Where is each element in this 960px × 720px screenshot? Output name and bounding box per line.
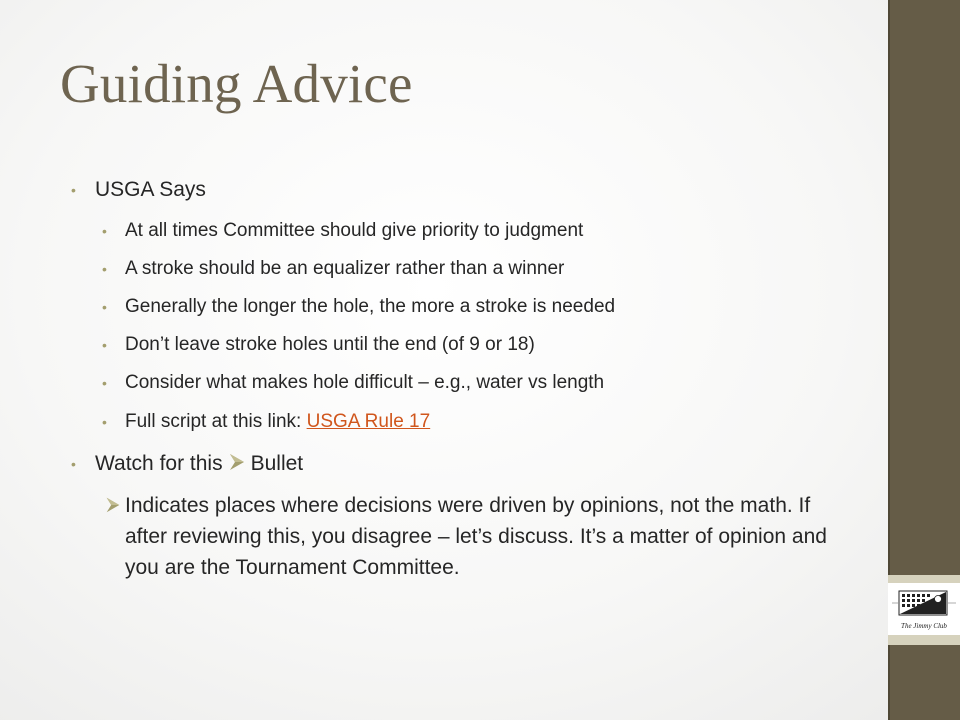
bullet-dot-icon: •	[102, 299, 107, 315]
sub-bullet-item: Consider what makes hole difficult – e.g., water vs length	[125, 372, 605, 393]
link-prefix: Full script at this link:	[125, 411, 307, 432]
opinion-note-paragraph: Indicates places where decisions were driven by opinions, not the math. If after reviewing this, you disagree – let’s discuss. It’s a matter of opinion and you are the Tournament Committee.	[125, 494, 827, 579]
sub-bullet-item: A stroke should be an equalizer rather than a winner	[125, 258, 565, 279]
watch-text-after: Bullet	[250, 452, 304, 475]
sub-bullet-item: At all times Committee should give priority to judgment	[125, 220, 584, 241]
club-logo	[890, 585, 958, 635]
bullet-dot-icon: •	[102, 223, 107, 239]
bullet-dot-icon: •	[102, 375, 107, 391]
usga-rule-17-link[interactable]: USGA Rule 17	[306, 411, 431, 432]
bullet-watch-for-this	[95, 452, 303, 476]
watch-text-before: Watch for this	[95, 452, 223, 475]
sub-bullet-item: Generally the longer the hole, the more a stroke is needed	[125, 296, 616, 317]
bullet-usga-says: USGA Says	[95, 178, 206, 201]
sub-bullet-item: Don’t leave stroke holes until the end (of 9 or 18)	[125, 334, 535, 355]
bullet-dot-icon: •	[102, 414, 107, 430]
sub-bullet-link-item	[125, 411, 430, 433]
bullet-dot-icon: •	[102, 337, 107, 353]
bullet-dot-icon: •	[71, 456, 76, 472]
bullet-dot-icon: •	[71, 182, 76, 198]
arrow-bullet-icon	[227, 452, 247, 472]
arrow-bullet-icon	[104, 496, 122, 514]
bullet-dot-icon: •	[102, 261, 107, 277]
slide-title: Guiding Advice	[60, 53, 413, 114]
logo-caption: The Jimmy Club	[901, 622, 947, 630]
